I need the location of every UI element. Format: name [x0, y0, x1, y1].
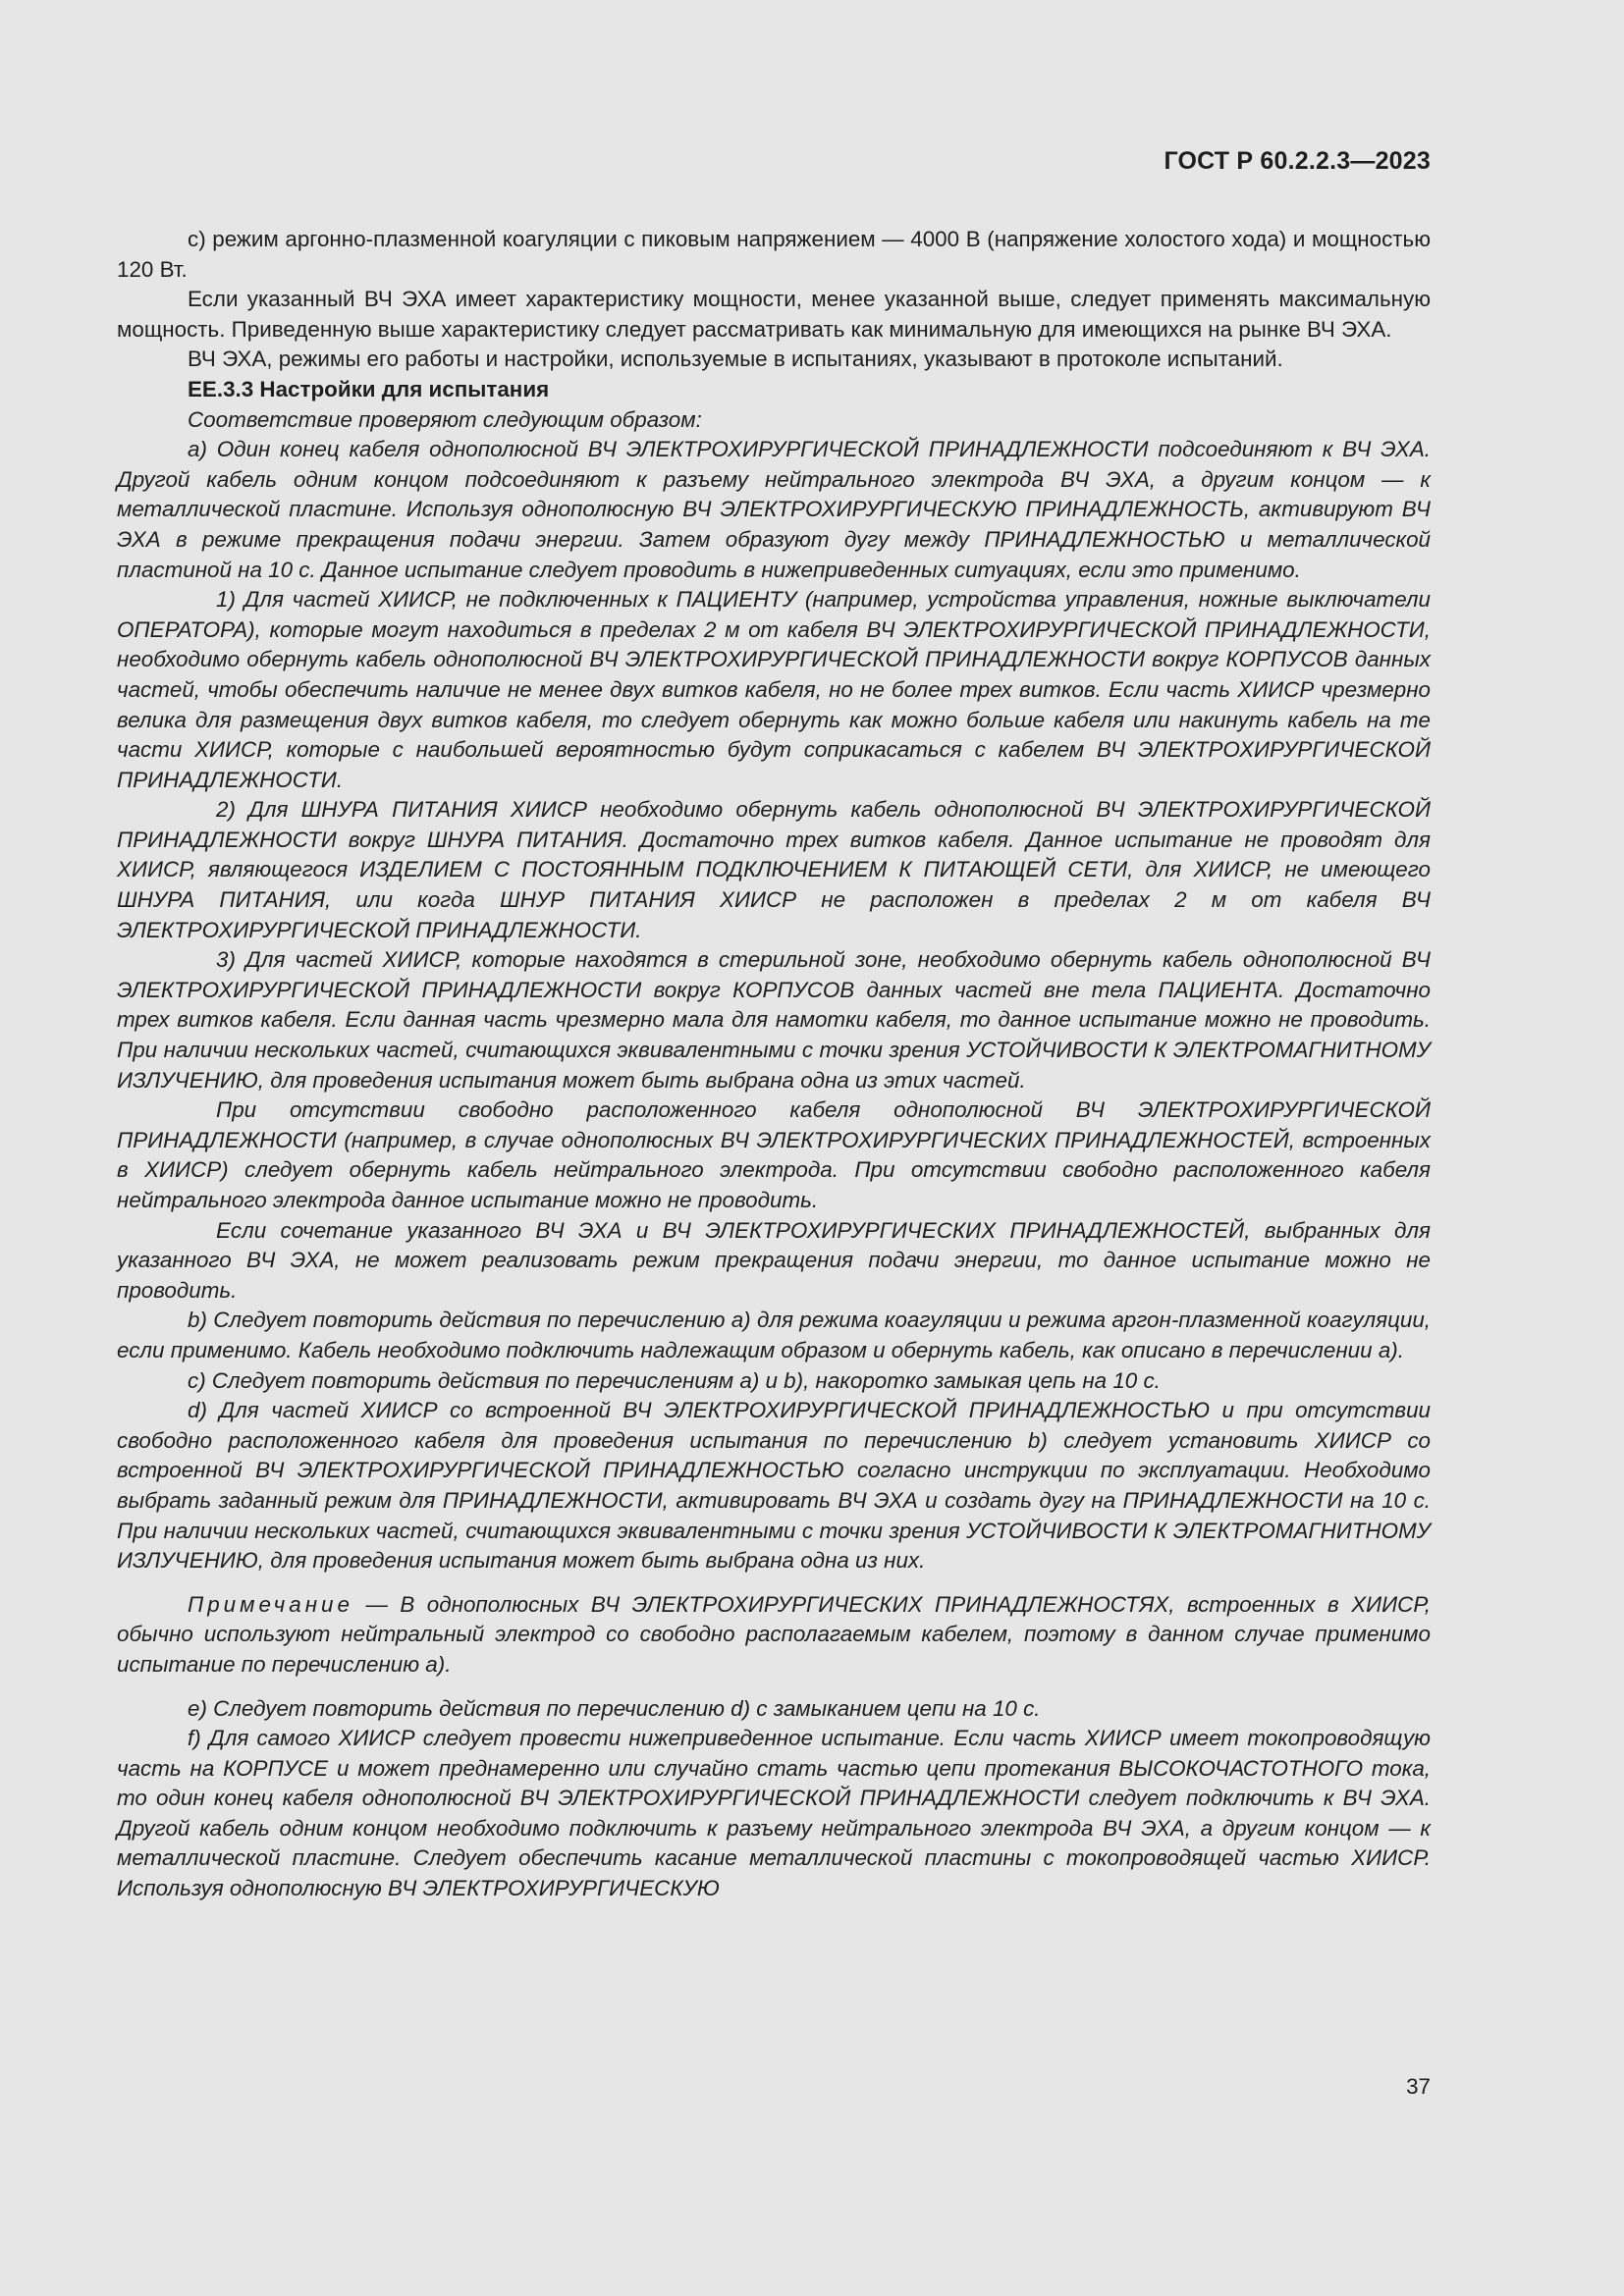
paragraph-c-argon-mode: c) режим аргонно-плазменной коагуляции с пиковым напряжением — 4000 В (напряжение холостого хода) и мощностью 120 Вт.: [117, 227, 1431, 282]
standard-header: ГОСТ Р 60.2.2.3—2023: [1164, 147, 1431, 175]
paragraph-a-2: 2) Для ШНУРА ПИТАНИЯ ХИИСР необходимо обернуть кабель однополюсной ВЧ ЭЛЕКТРОХИРУРГИЧЕСКОЙ ПРИНАДЛЕЖНОСТИ вокруг ШНУРА ПИТАНИЯ. Достаточно трех витков кабеля. Данное испытание не проводят для ХИИСР, являющегося ИЗДЕЛИЕМ С ПОСТОЯННЫМ ПОДКЛЮЧЕНИЕМ К ПИТАЮЩЕЙ СЕТИ, для ХИИСР, не имеющего ШНУРА ПИТАНИЯ, или когда ШНУР ПИТАНИЯ ХИИСР не расположен в пределах 2 м от кабеля ВЧ ЭЛЕКТРОХИРУРГИЧЕСКОЙ ПРИНАДЛЕЖНОСТИ.: [117, 797, 1431, 942]
note-text: — В однополюсных ВЧ ЭЛЕКТРОХИРУРГИЧЕСКИХ ПРИНАДЛЕЖНОСТЯХ, встроенных в ХИИСР, обычно используют нейтральный электрод со свободно располагаемым кабелем, поэтому в данном случае применимо испытание по перечислению a).: [117, 1591, 1431, 1677]
paragraph-e: e) Следует повторить действия по перечислению d) с замыканием цепи на 10 с.: [188, 1695, 1041, 1721]
paragraph-test-report: ВЧ ЭХА, режимы его работы и настройки, используемые в испытаниях, указывают в протоколе испытаний.: [188, 347, 1283, 372]
paragraph-d: d) Для частей ХИИСР со встроенной ВЧ ЭЛЕКТРОХИРУРГИЧЕСКОЙ ПРИНАДЛЕЖНОСТЬЮ и при отсутствии свободно расположенного кабеля для проведения испытания по перечислению b) следует установить ХИИСР со встроенной ВЧ ЭЛЕКТРОХИРУРГИЧЕСКОЙ ПРИНАДЛЕЖНОСТЬЮ согласно инструкции по эксплуатации. Необходимо выбрать заданный режим для ПРИНАДЛЕЖНОСТИ, активировать ВЧ ЭХА и создать дугу на ПРИНАДЛЕЖНОСТИ на 10 с. При наличии нескольких частей, считающихся эквивалентными с точки зрения УСТОЙЧИВОСТИ К ЭЛЕКТРОМАГНИТНОМУ ИЗЛУЧЕНИЮ, для проведения испытания может быть выбрана одна из них.: [117, 1398, 1431, 1574]
paragraph-no-cutoff-mode: Если сочетание указанного ВЧ ЭХА и ВЧ ЭЛЕКТРОХИРУРГИЧЕСКИХ ПРИНАДЛЕЖНОСТЕЙ, выбранных для указанного ВЧ ЭХА, не может реализовать режим прекращения подачи энергии, то данное испытание можно не проводить.: [117, 1217, 1431, 1303]
paragraph-a: a) Один конец кабеля однополюсной ВЧ ЭЛЕКТРОХИРУРГИЧЕСКОЙ ПРИНАДЛЕЖНОСТИ подсоединяют к ВЧ ЭХА. Другой кабель одним концом подсоединяют к разъему нейтрального электрода ВЧ ЭХА, а другим концом — к металлической пластине. Используя однополюсную ВЧ ЭЛЕКТРОХИРУРГИЧЕСКУЮ ПРИНАДЛЕЖНОСТЬ, активируют ВЧ ЭХА в режиме прекращения подачи энергии. Затем образуют дугу между ПРИНАДЛЕЖНОСТЬЮ и металлической пластиной на 10 с. Данное испытание следует проводить в нижеприведенных ситуациях, если это применимо.: [117, 437, 1431, 582]
paragraph-max-power: Если указанный ВЧ ЭХА имеет характеристику мощности, менее указанной выше, следует применять максимальную мощность. Приведенную выше характеристику следует рассматривать как минимальную для имеющихся на рынке ВЧ ЭХА.: [117, 287, 1431, 342]
paragraph-no-free-cable: При отсутствии свободно расположенного кабеля однополюсной ВЧ ЭЛЕКТРОХИРУРГИЧЕСКОЙ ПРИНАДЛЕЖНОСТИ (например, в случае однополюсных ВЧ ЭЛЕКТРОХИРУРГИЧЕСКИХ ПРИНАДЛЕЖНОСТЕЙ, встроенных в ХИИСР) следует обернуть кабель нейтрального электрода. При отсутствии свободно расположенного кабеля нейтрального электрода данное испытание можно не проводить.: [117, 1097, 1431, 1212]
note-label: Примечание: [188, 1591, 353, 1617]
section-heading: ЕЕ.3.3 Настройки для испытания: [188, 376, 550, 401]
paragraph-c: c) Следует повторить действия по перечислениям a) и b), накоротко замыкая цепь на 10 с.: [188, 1367, 1161, 1393]
paragraph-b: b) Следует повторить действия по перечислению a) для режима коагуляции и режима аргон-плазменной коагуляции, если применимо. Кабель необходимо подключить надлежащим образом и обернуть кабель, как описано в перечислении a).: [117, 1308, 1431, 1362]
paragraph-a-1: 1) Для частей ХИИСР, не подключенных к ПАЦИЕНТУ (например, устройства управления, ножные выключатели ОПЕРАТОРА), которые могут находиться в пределах 2 м от кабеля ВЧ ЭЛЕКТРОХИРУРГИЧЕСКОЙ ПРИНАДЛЕЖНОСТИ, необходимо обернуть кабель однополюсной ВЧ ЭЛЕКТРОХИРУРГИЧЕСКОЙ ПРИНАДЛЕЖНОСТИ вокруг КОРПУСОВ данных частей, чтобы обеспечить наличие не менее двух витков кабеля, но не более трех витков. Если часть ХИИСР чрезмерно велика для размещения двух витков кабеля, то следует обернуть как можно больше кабеля или накинуть кабель на те части ХИИСР, которые с наибольшей вероятностью будут соприкасаться с кабелем ВЧ ЭЛЕКТРОХИРУРГИЧЕСКОЙ ПРИНАДЛЕЖНОСТИ.: [117, 587, 1431, 792]
paragraph-f: f) Для самого ХИИСР следует провести нижеприведенное испытание. Если часть ХИИСР имеет токопроводящую часть на КОРПУСЕ и может преднамеренно или случайно стать частью цепи протекания ВЫСОКОЧАСТОТНОГО тока, то один конец кабеля однополюсной ВЧ ЭЛЕКТРОХИРУРГИЧЕСКОЙ ПРИНАДЛЕЖНОСТИ следует подключить к ВЧ ЭХА. Другой кабель одним концом необходимо подключить к разъему нейтрального электрода ВЧ ЭХА, а другим концом — к металлической пластине. Следует обеспечить касание металлической пластины с токопроводящей частью ХИИСР. Используя однополюсную ВЧ ЭЛЕКТРОХИРУРГИЧЕСКУЮ: [117, 1726, 1431, 1901]
paragraph-a-3: 3) Для частей ХИИСР, которые находятся в стерильной зоне, необходимо обернуть кабель однополюсной ВЧ ЭЛЕКТРОХИРУРГИЧЕСКОЙ ПРИНАДЛЕЖНОСТИ вокруг КОРПУСОВ данных частей вне тела ПАЦИЕНТА. Достаточно трех витков кабеля. Если данная часть чрезмерно мала для намотки кабеля, то данное испытание можно не проводить. При наличии нескольких частей, считающихся эквивалентными с точки зрения УСТОЙЧИВОСТИ К ЭЛЕКТРОМАГНИТНОМУ ИЗЛУЧЕНИЮ, для проведения испытания может быть выбрана одна из этих частей.: [117, 947, 1431, 1093]
paragraph-compliance: Соответствие проверяют следующим образом:: [188, 406, 702, 432]
note: [117, 1590, 1431, 1681]
page-number: 37: [1406, 2074, 1431, 2099]
document-body: [117, 225, 1431, 1904]
